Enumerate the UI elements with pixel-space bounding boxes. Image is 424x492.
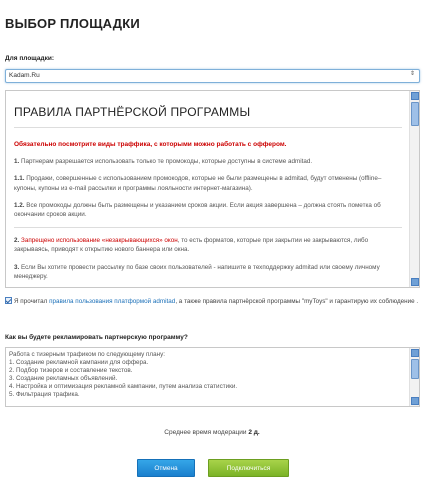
rules-heading: ПРАВИЛА ПАРТНЁРСКОЙ ПРОГРАММЫ — [14, 105, 251, 119]
select-arrows-icon: ⇕ — [409, 71, 415, 77]
site-label: Для площадки: — [5, 55, 55, 62]
rules-box[interactable] — [5, 90, 420, 288]
advertising-text: Работа с тизерным трафиком по следующему плану: 1. Создание рекламной кампании для оффера. 2. Подбор тизеров и составление текстов. 3. Создание рекламных объявлений. 4. Настройка и оптимизация рекламной кампании, путем анализа статистики. 5. Фильтрация трафика. — [9, 351, 238, 399]
rules-divider-2 — [14, 227, 402, 228]
rules-divider — [14, 127, 402, 128]
scroll-down-icon[interactable] — [411, 278, 419, 286]
rules-paragraph-1-2: 1.2. Все промокоды должны быть размещены и указанием сроков акции. Если акция завершена – должна стоять пометка об окончании сроков акции. — [14, 201, 381, 219]
rules-scrollbar[interactable] — [409, 91, 419, 287]
advertising-textarea[interactable] — [5, 347, 420, 407]
site-select[interactable] — [5, 69, 420, 83]
rules-warning: Обязательно посмотрите виды траффика, с которыми можно работать с оффером. — [14, 141, 287, 148]
rules-content — [14, 105, 402, 281]
scroll-up-icon[interactable] — [411, 92, 419, 100]
scroll-up-icon[interactable] — [411, 349, 419, 357]
scroll-down-icon[interactable] — [411, 397, 419, 405]
agreement-checkbox[interactable] — [5, 297, 12, 304]
scroll-thumb[interactable] — [411, 102, 419, 126]
connect-button[interactable]: Подключиться — [208, 459, 289, 477]
textarea-scrollbar[interactable] — [409, 348, 419, 406]
agreement-row: Я прочитал правила пользования платформой admitad, а также правила партнёрской программы "myToys" и гарантирую их соблюдение . — [5, 297, 420, 306]
scroll-thumb[interactable] — [411, 359, 419, 379]
rules-paragraph-1: 1. Партнерам разрешается использовать только те промокоды, которые доступны в системе admitad. — [14, 158, 313, 166]
site-select-value: Kadam.Ru — [9, 72, 40, 79]
page-title: ВЫБОР ПЛОЩАДКИ — [5, 16, 140, 31]
advertising-label: Как вы будете рекламировать партнерскую программу? — [5, 334, 188, 341]
rules-paragraph-2: 2. Запрещено использование «незакрывающихся» окон, то есть форматов, которые при закрытии не закрываются, либо закрываясь, приводят к открытию нового баннера или окна. — [14, 237, 369, 254]
rules-link[interactable]: правила пользования платформой admitad — [49, 298, 176, 305]
rules-paragraph-1-1: 1.1. Продажи, совершенные с использованием промокодов, которые не были размещены в admitad, будут отменены (offline–купоны, купоны из e-mail рассылки и программы лояльности интернет-магазина). — [14, 175, 382, 192]
cancel-button[interactable]: Отмена — [137, 459, 195, 477]
rules-paragraph-3: 3. Если Вы хотите провести рассылку по базе своих пользователей - напишите в техподдержку admitad или своему личному менеджеру. — [14, 263, 380, 280]
moderation-time: Среднее время модерации 2 д. — [164, 429, 260, 436]
